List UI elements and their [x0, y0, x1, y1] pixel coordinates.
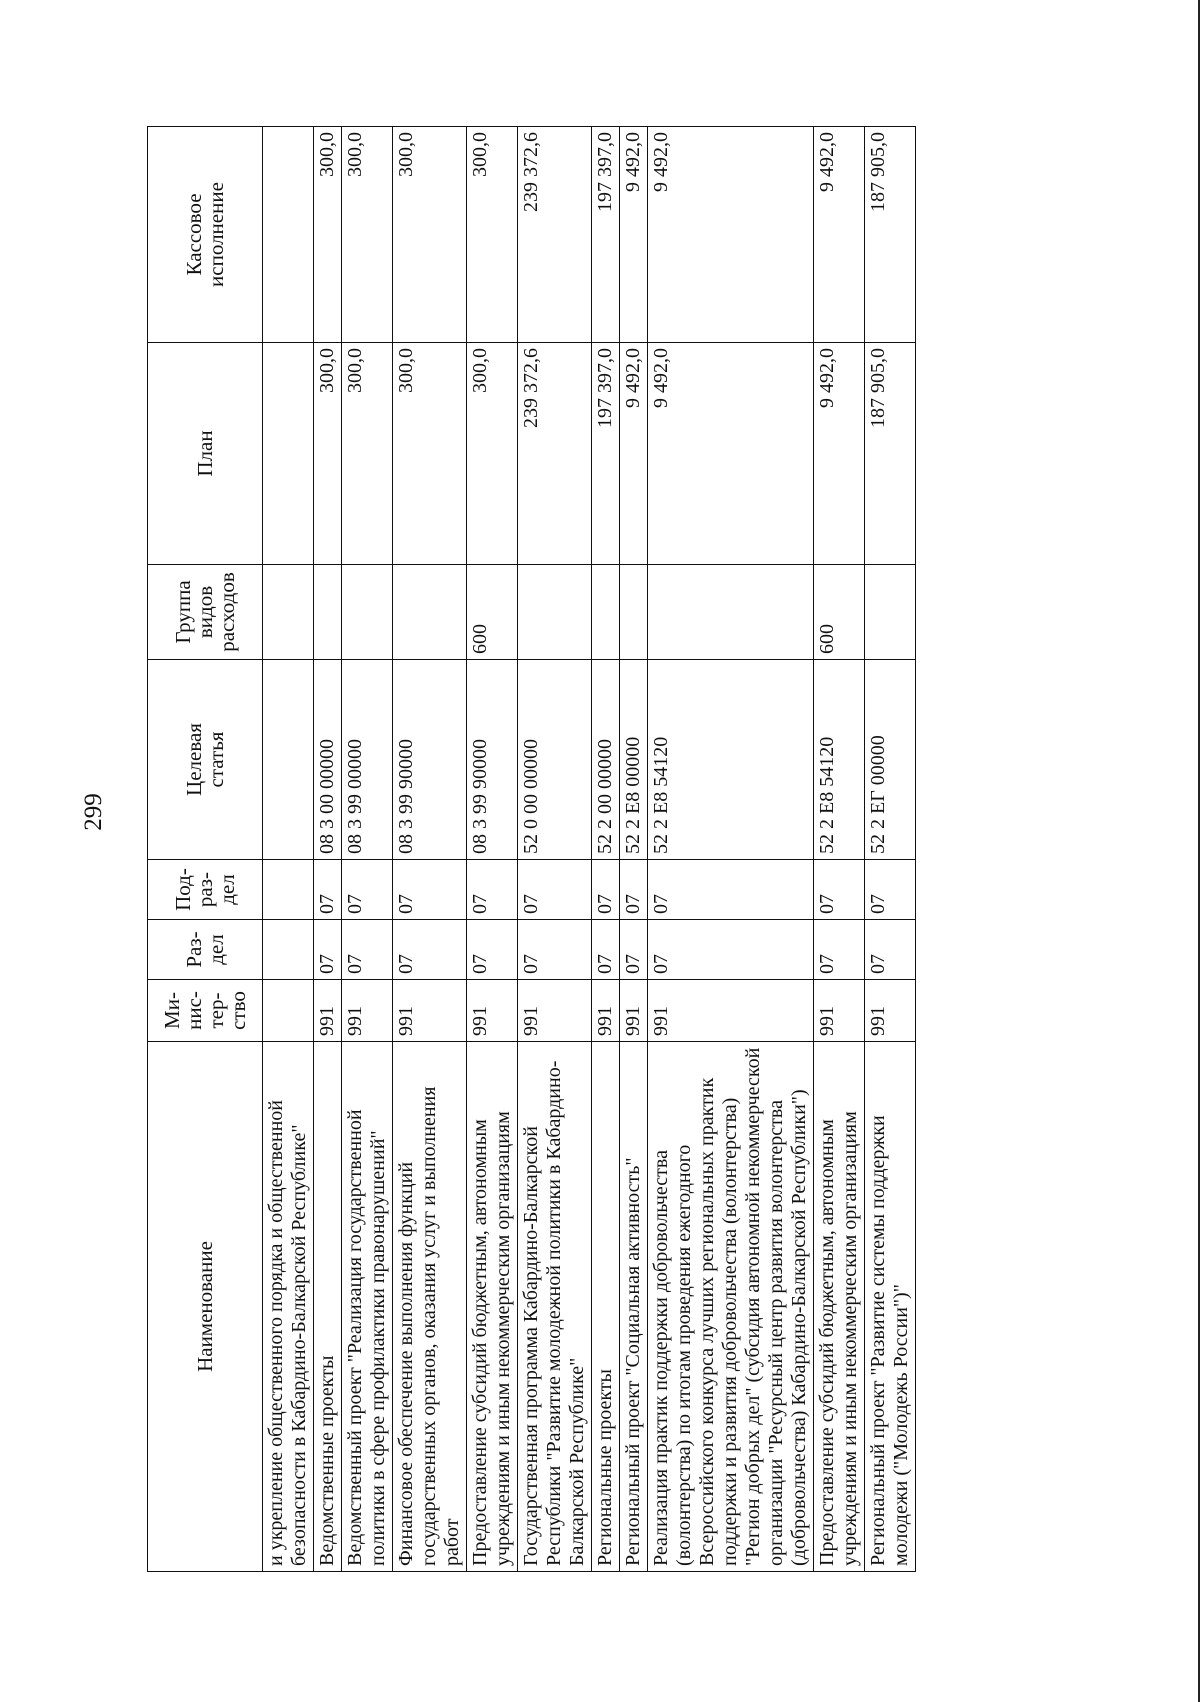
row-section: 07	[393, 920, 467, 980]
table-row	[865, 127, 916, 1572]
table-row	[592, 127, 620, 1572]
row-ministry	[263, 980, 314, 1042]
row-name: Региональный проект "Развитие системы поддержки молодежи ("Молодежь России")"	[865, 1042, 916, 1572]
row-subsection	[263, 860, 314, 920]
row-name: Финансовое обеспечение выполнения функций государственных органов, оказания услуг и выполнения работ	[393, 1042, 467, 1572]
table-header-row	[148, 127, 263, 1572]
header-execution: Кассовое исполнение	[148, 127, 263, 343]
row-section: 07	[314, 920, 342, 980]
row-ministry: 991	[467, 980, 518, 1042]
row-ministry: 991	[814, 980, 865, 1042]
row-name: и укрепление общественного порядка и общественной безопасности в Кабардино-Балкарской Республике"	[263, 1042, 314, 1572]
row-name: Региональные проекты	[592, 1042, 620, 1572]
table-row	[620, 127, 648, 1572]
row-group	[518, 565, 592, 660]
row-name: Ведомственные проекты	[314, 1042, 342, 1572]
row-section: 07	[592, 920, 620, 980]
row-section: 07	[865, 920, 916, 980]
row-target	[263, 660, 314, 860]
header-plan: План	[148, 343, 263, 565]
row-execution	[263, 127, 314, 343]
row-ministry: 991	[518, 980, 592, 1042]
row-ministry: 991	[342, 980, 393, 1042]
row-group	[648, 565, 814, 660]
row-name: Ведомственный проект "Реализация государственной политики в сфере профилактики правонарушений"	[342, 1042, 393, 1572]
row-group: 600	[467, 565, 518, 660]
row-execution: 300,0	[467, 127, 518, 343]
table-row	[393, 127, 467, 1572]
row-name: Государственная программа Кабардино-Балкарской Республики "Развитие молодежной политики в Кабардино-Балкарской Республике"	[518, 1042, 592, 1572]
row-plan: 239 372,6	[518, 343, 592, 565]
row-execution: 9 492,0	[648, 127, 814, 343]
row-subsection: 07	[467, 860, 518, 920]
row-target: 08 3 00 00000	[314, 660, 342, 860]
row-plan: 9 492,0	[648, 343, 814, 565]
row-plan: 9 492,0	[814, 343, 865, 565]
row-execution: 300,0	[342, 127, 393, 343]
row-section: 07	[342, 920, 393, 980]
row-execution: 187 905,0	[865, 127, 916, 343]
row-execution: 239 372,6	[518, 127, 592, 343]
row-execution: 300,0	[314, 127, 342, 343]
header-ministry: Ми- нис- тер- ство	[148, 980, 263, 1042]
row-ministry: 991	[865, 980, 916, 1042]
table-row	[314, 127, 342, 1572]
row-ministry: 991	[314, 980, 342, 1042]
row-subsection: 07	[314, 860, 342, 920]
row-subsection: 07	[592, 860, 620, 920]
row-group	[592, 565, 620, 660]
row-target: 52 2 00 00000	[592, 660, 620, 860]
table-row	[648, 127, 814, 1572]
header-section: Раз- дел	[148, 920, 263, 980]
row-name: Предоставление субсидий бюджетным, автономным учреждениям и иным некоммерческим организациям	[814, 1042, 865, 1572]
row-target: 52 2 E8 54120	[814, 660, 865, 860]
row-ministry: 991	[620, 980, 648, 1042]
page-number: 299	[80, 793, 107, 831]
row-group	[393, 565, 467, 660]
row-name: Предоставление субсидий бюджетным, автономным учреждениям и иным некоммерческим организациям	[467, 1042, 518, 1572]
row-target: 52 2 ЕГ 00000	[865, 660, 916, 860]
table-row	[814, 127, 865, 1572]
header-group: Группа видов расходов	[148, 565, 263, 660]
budget-table	[147, 126, 916, 1572]
row-subsection: 07	[814, 860, 865, 920]
row-plan: 300,0	[467, 343, 518, 565]
row-section	[263, 920, 314, 980]
row-plan: 300,0	[342, 343, 393, 565]
row-ministry: 991	[648, 980, 814, 1042]
row-section: 07	[814, 920, 865, 980]
row-target: 52 2 E8 54120	[648, 660, 814, 860]
row-target: 08 3 99 90000	[467, 660, 518, 860]
row-section: 07	[620, 920, 648, 980]
row-section: 07	[648, 920, 814, 980]
row-target: 08 3 99 00000	[342, 660, 393, 860]
row-subsection: 07	[865, 860, 916, 920]
row-subsection: 07	[620, 860, 648, 920]
header-name: Наименование	[148, 1042, 263, 1572]
table-row	[263, 127, 314, 1572]
row-plan: 197 397,0	[592, 343, 620, 565]
row-execution: 300,0	[393, 127, 467, 343]
row-section: 07	[467, 920, 518, 980]
row-target: 08 3 99 90000	[393, 660, 467, 860]
row-group: 600	[814, 565, 865, 660]
row-subsection: 07	[393, 860, 467, 920]
row-plan: 187 905,0	[865, 343, 916, 565]
row-execution: 197 397,0	[592, 127, 620, 343]
row-name: Региональный проект "Социальная активность"	[620, 1042, 648, 1572]
table-row	[467, 127, 518, 1572]
table-row	[342, 127, 393, 1572]
row-subsection: 07	[518, 860, 592, 920]
row-ministry: 991	[393, 980, 467, 1042]
row-plan: 300,0	[314, 343, 342, 565]
row-subsection: 07	[648, 860, 814, 920]
row-execution: 9 492,0	[814, 127, 865, 343]
row-plan: 9 492,0	[620, 343, 648, 565]
row-name: Реализация практик поддержки добровольчества (волонтерства) по итогам проведения ежегодного Всероссийского конкурса лучших региональных практик поддержки и развития добровольчества (волонтерства) "Регион добрых дел" (субсидия автономной некоммерческой организации "Ресурсный центр развития волонтерства (добровольчества) Кабардино-Балкарской Республики")	[648, 1042, 814, 1572]
row-group	[263, 565, 314, 660]
table-row	[518, 127, 592, 1572]
row-group	[342, 565, 393, 660]
row-section: 07	[518, 920, 592, 980]
row-plan: 300,0	[393, 343, 467, 565]
row-target: 52 2 E8 00000	[620, 660, 648, 860]
row-subsection: 07	[342, 860, 393, 920]
header-subsection: Под- раз- дел	[148, 860, 263, 920]
row-target: 52 0 00 00000	[518, 660, 592, 860]
row-group	[865, 565, 916, 660]
row-group	[620, 565, 648, 660]
row-group	[314, 565, 342, 660]
row-execution: 9 492,0	[620, 127, 648, 343]
header-target: Целевая статья	[148, 660, 263, 860]
row-plan	[263, 343, 314, 565]
row-ministry: 991	[592, 980, 620, 1042]
